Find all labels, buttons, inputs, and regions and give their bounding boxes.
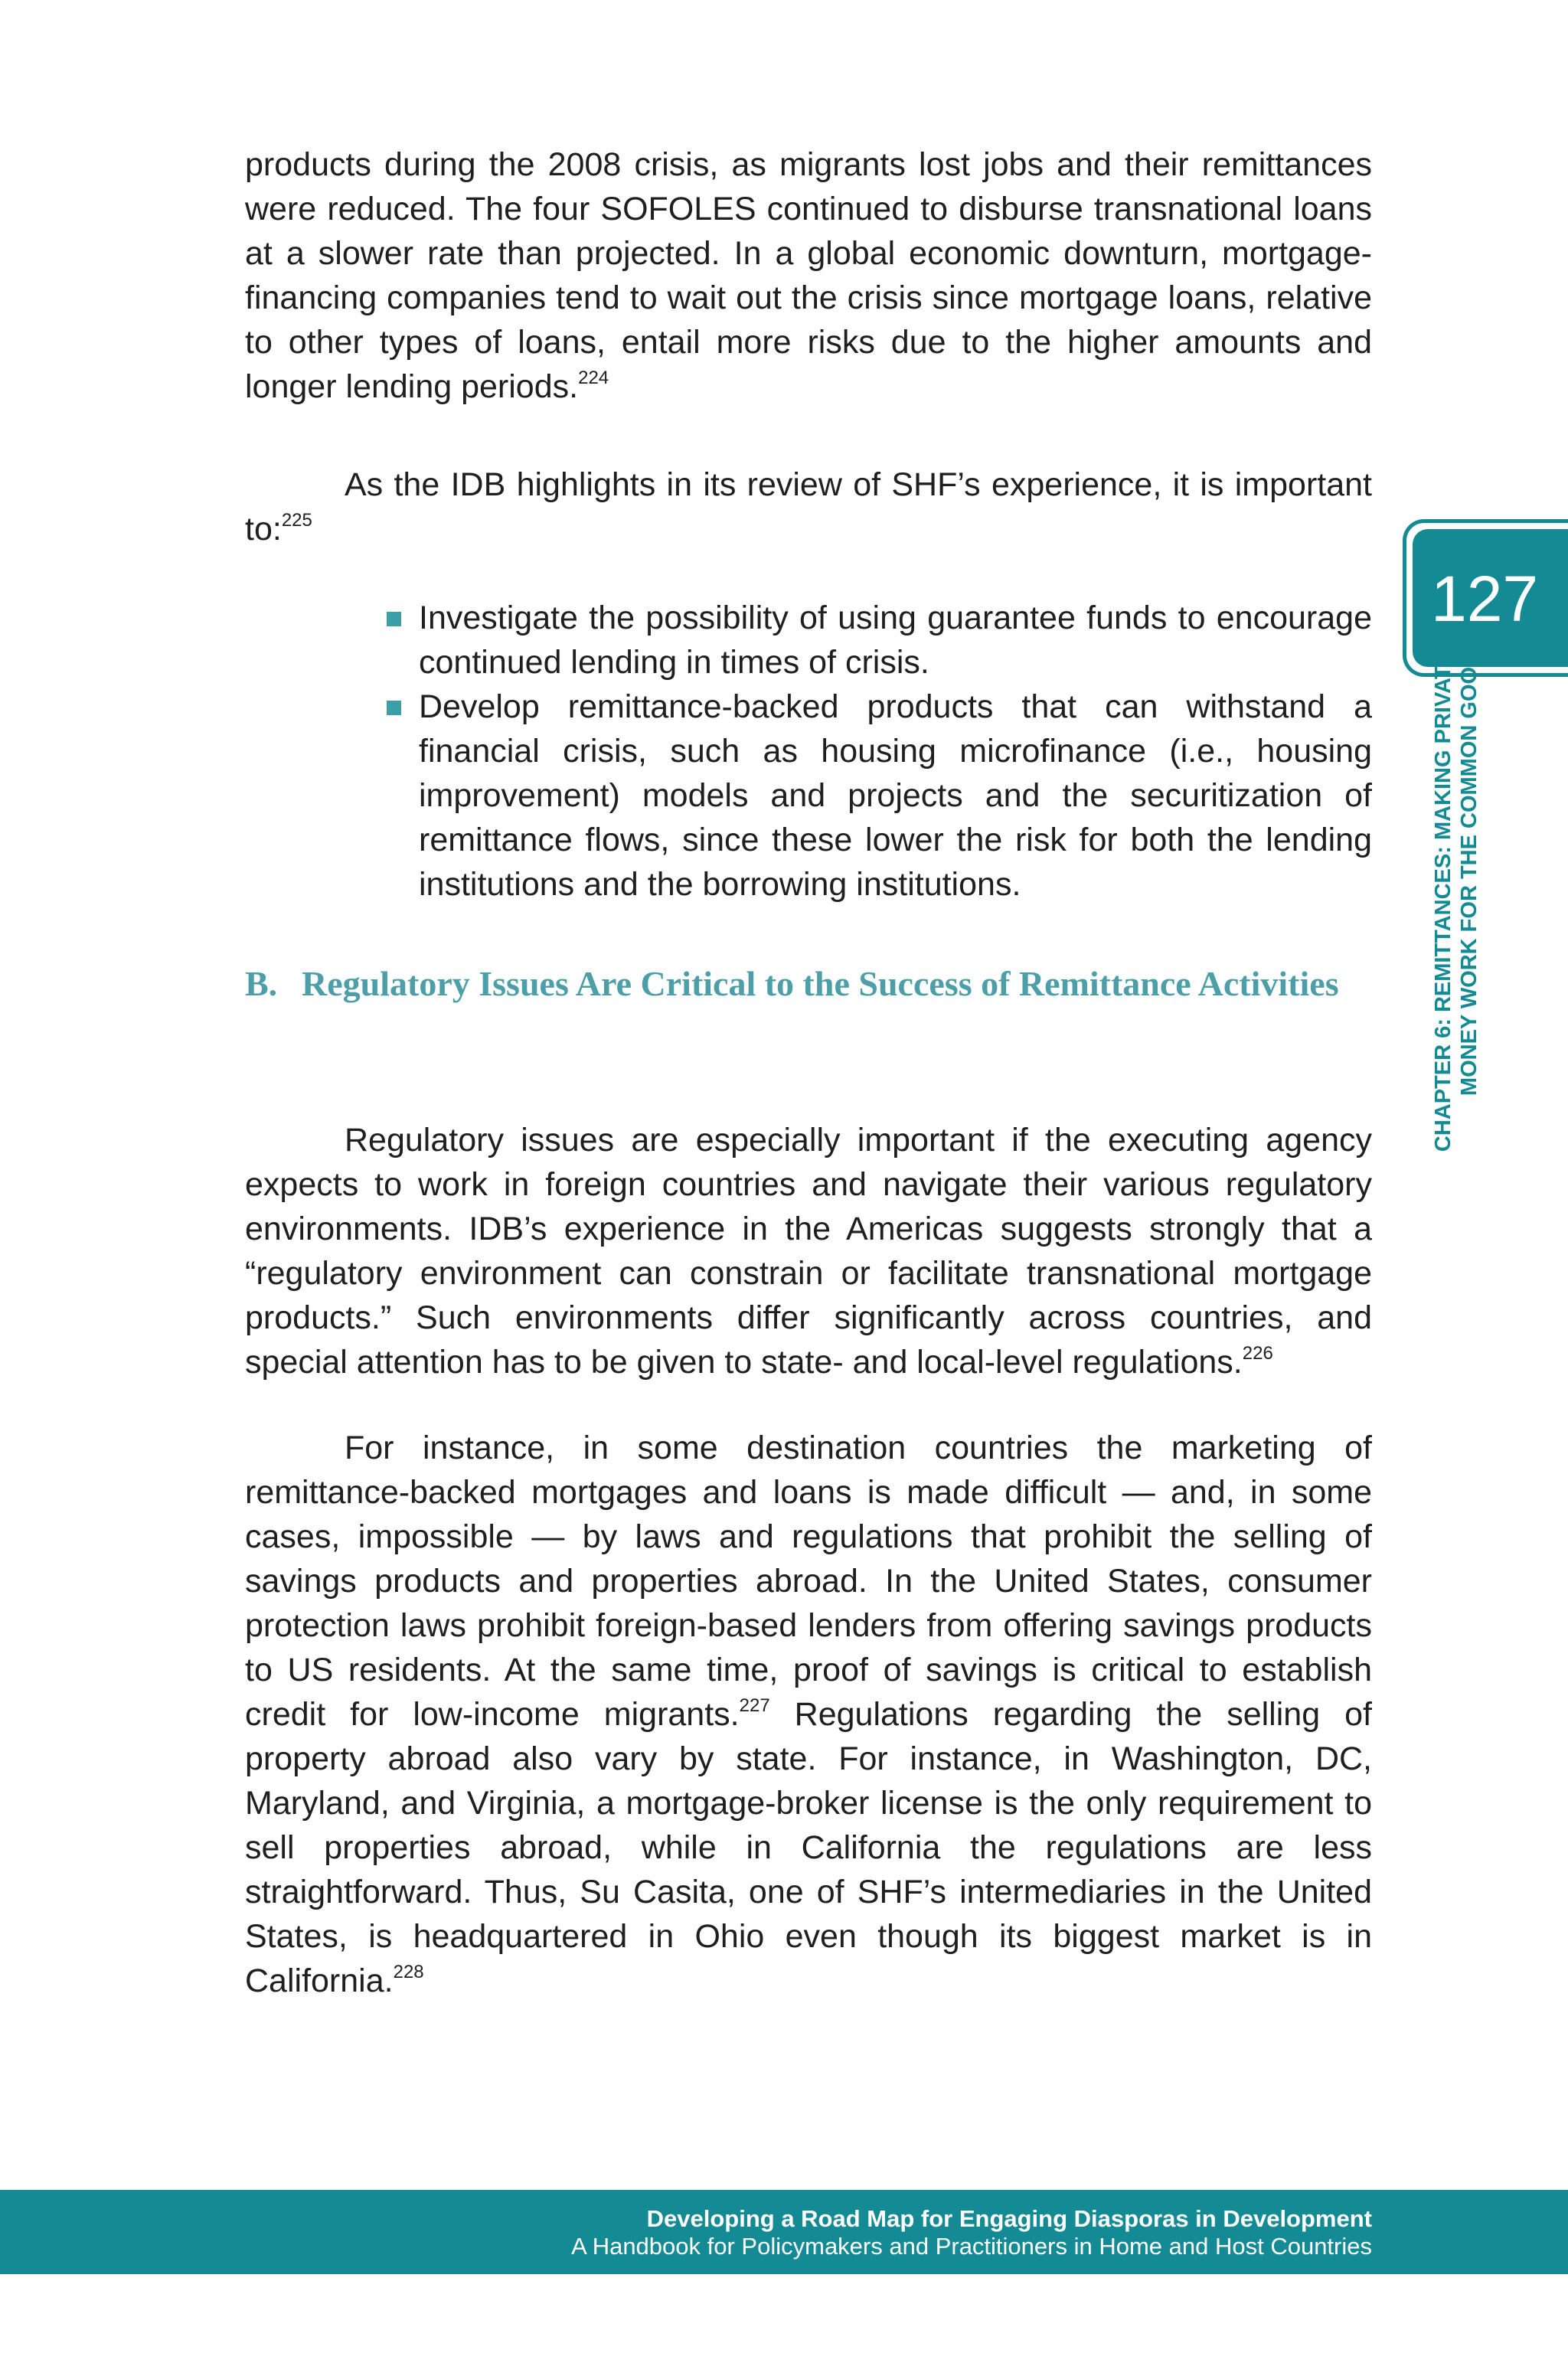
section-heading <box>245 961 1372 1006</box>
footnote-ref-228[interactable]: 228 <box>393 1962 424 1982</box>
chapter-label-line-1: CHAPTER 6: REMITTANCES: MAKING PRIVATE <box>1431 651 1455 1152</box>
page-number: 127 <box>1431 563 1539 635</box>
paragraph-2-text: As the IDB highlights in its review of SHF’s experience, it is important to: <box>245 466 1372 547</box>
section-title: Regulatory Issues Are Critical to the Success of Remittance Activities <box>302 964 1339 1003</box>
footnote-ref-227[interactable]: 227 <box>739 1695 770 1716</box>
chapter-side-label <box>1430 651 1482 1187</box>
bullet-text: Develop remittance-backed products that can withstand a financial crisis, such as housing microfinance (i.e., housing improvement) models and projects and the securitization of remittance flows, since these lower the risk for both the lending institutions and the borrowing institutions. <box>419 688 1372 903</box>
footnote-ref-225[interactable]: 225 <box>281 510 312 531</box>
paragraph-3 <box>245 1118 1372 1384</box>
paragraph-4-text-b: Regulations regarding the selling of property abroad also vary by state. For instance, in Washington, DC, Maryland, and Virginia, a mortgage-broker license is the only requirement to sell properties abroad, while in California the regulations are less straightforward. Thus, Su Casita, one of SHF’s intermediaries in the United States, is headquartered in Ohio even though its biggest market is in California. <box>245 1696 1372 1999</box>
paragraph-4-text-a: For instance, in some destination countries the marketing of remittance-backed mortgages and loans is made difficult — and, in some cases, impossible — by laws and regulations that prohibit the selling of savings products and properties abroad. In the United States, consumer protection laws prohibit foreign-based lenders from offering savings products to US residents. At the same time, proof of savings is critical to establish credit for low-income migrants. <box>245 1430 1372 1733</box>
footnote-ref-226[interactable]: 226 <box>1242 1343 1273 1364</box>
footer-title: Developing a Road Map for Engaging Diasporas in Development <box>646 2205 1372 2232</box>
list-item <box>387 596 1372 685</box>
bullet-list <box>387 596 1372 907</box>
section-letter: B. <box>245 964 278 1003</box>
footnote-ref-224[interactable]: 224 <box>578 368 609 388</box>
paragraph-3-text: Regulatory issues are especially important if the executing agency expects to work in foreign countries and navigate their various regulatory environments. IDB’s experience in the Americas suggests strongly that a “regulatory environment can constrain or facilitate transnational mortgage products.” Such environments differ significantly across countries, and special attention has to be given to state- and local-level regulations. <box>245 1122 1372 1381</box>
paragraph-1-text: products during the 2008 crisis, as migrants lost jobs and their remittances were reduced. The four SOFOLES continued to disburse transnational loans at a slower rate than projected. In a global economic downturn, mortgage-financing companies tend to wait out the crisis since mortgage loans, relative to other types of loans, entail more risks due to the higher amounts and longer lending periods. <box>245 146 1372 405</box>
list-item <box>387 685 1372 907</box>
footer-bar <box>0 2190 1568 2274</box>
paragraph-2 <box>245 462 1372 551</box>
paragraph-1 <box>245 142 1372 409</box>
page-number-tab <box>1403 519 1568 677</box>
square-bullet-icon <box>387 701 401 715</box>
bullet-text: Investigate the possibility of using guarantee funds to encourage continued lending in times of crisis. <box>419 600 1372 681</box>
page-number-tab-fill <box>1413 529 1568 667</box>
square-bullet-icon <box>387 612 401 626</box>
footer-subtitle: A Handbook for Policymakers and Practitioners in Home and Host Countries <box>571 2233 1372 2260</box>
paragraph-4 <box>245 1426 1372 2003</box>
chapter-label-line-2: MONEY WORK FOR THE COMMON GOOD <box>1457 651 1481 1096</box>
